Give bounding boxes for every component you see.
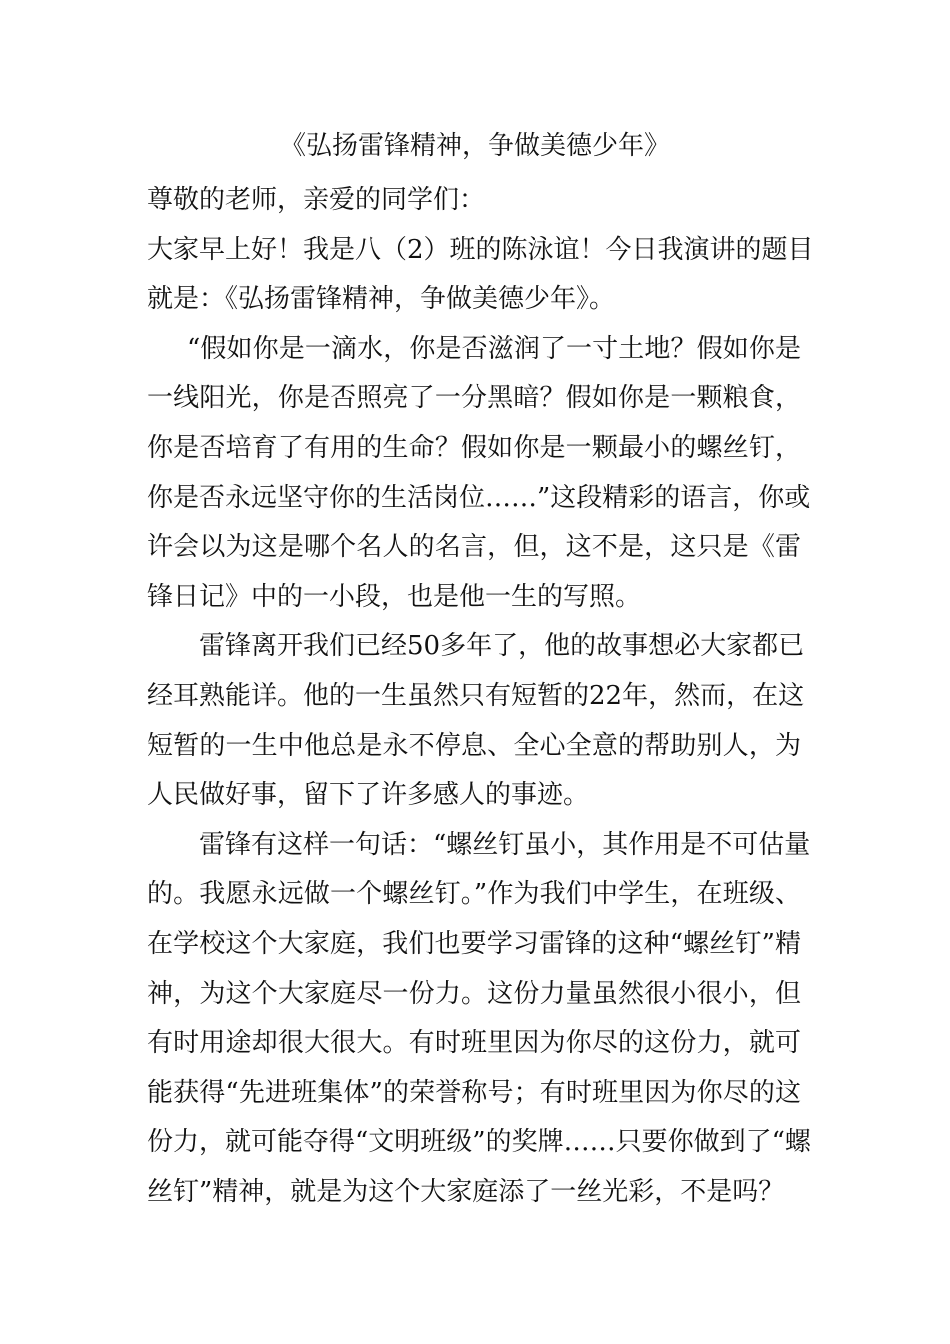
paragraph-line: 一线阳光，你是否照亮了一分黑暗？假如你是一颗粮食， [147,383,801,414]
document-title: 《弘扬雷锋精神，争做美德少年》 [279,131,670,161]
paragraph-line: 在学校这个大家庭，我们也要学习雷锋的这种“螺丝钉”精 [147,928,801,959]
salutation-line: 尊敬的老师，亲爱的同学们： [147,185,486,215]
paragraph-line: 的。我愿永远做一个螺丝钉。”作为我们中学生，在班级、 [147,879,801,910]
paragraph-line: 能获得“先进班集体”的荣誉称号；有时班里因为你尽的这 [147,1077,801,1108]
paragraph-line: 神，为这个大家庭尽一份力。这份力量虽然很小很小，但 [147,978,801,1009]
paragraph-line: 锋日记》中的一小段，也是他一生的写照。 [147,581,642,612]
paragraph-line: 有时用途却很大很大。有时班里因为你尽的这份力，就可 [147,1028,801,1059]
paragraph-line: 份力，就可能夺得“文明班级”的奖牌……只要你做到了“螺 [147,1127,811,1158]
paragraph-line: 你是否永远坚守你的生活岗位……”这段精彩的语言，你或 [147,482,811,513]
paragraph-line: “假如你是一滴水，你是否滋润了一寸土地？假如你是 [187,333,801,364]
paragraph-line: 你是否培育了有用的生命？假如你是一颗最小的螺丝钉， [147,432,801,463]
paragraph-line: 就是：《弘扬雷锋精神，争做美德少年》。 [147,284,616,315]
paragraph-line: 人民做好事，留下了许多感人的事迹。 [147,780,590,811]
paragraph-line: 经耳熟能详。他的一生虽然只有短暂的22年，然而，在这 [147,680,805,711]
paragraph-line: 大家早上好！我是八（2）班的陈泳谊！今日我演讲的题目 [147,234,814,265]
paragraph-line: 丝钉”精神，就是为这个大家庭添了一丝光彩，不是吗？ [147,1176,785,1207]
paragraph-line: 雷锋有这样一句话：“螺丝钉虽小，其作用是不可估量 [199,829,811,860]
paragraph-line: 许会以为这是哪个名人的名言，但，这不是，这只是《雷 [147,532,801,563]
paragraph-line: 雷锋离开我们已经50多年了，他的故事想必大家都已 [199,631,805,662]
document-body [147,176,814,1217]
paragraph-line: 短暂的一生中他总是永不停息、全心全意的帮助别人，为 [147,730,801,761]
